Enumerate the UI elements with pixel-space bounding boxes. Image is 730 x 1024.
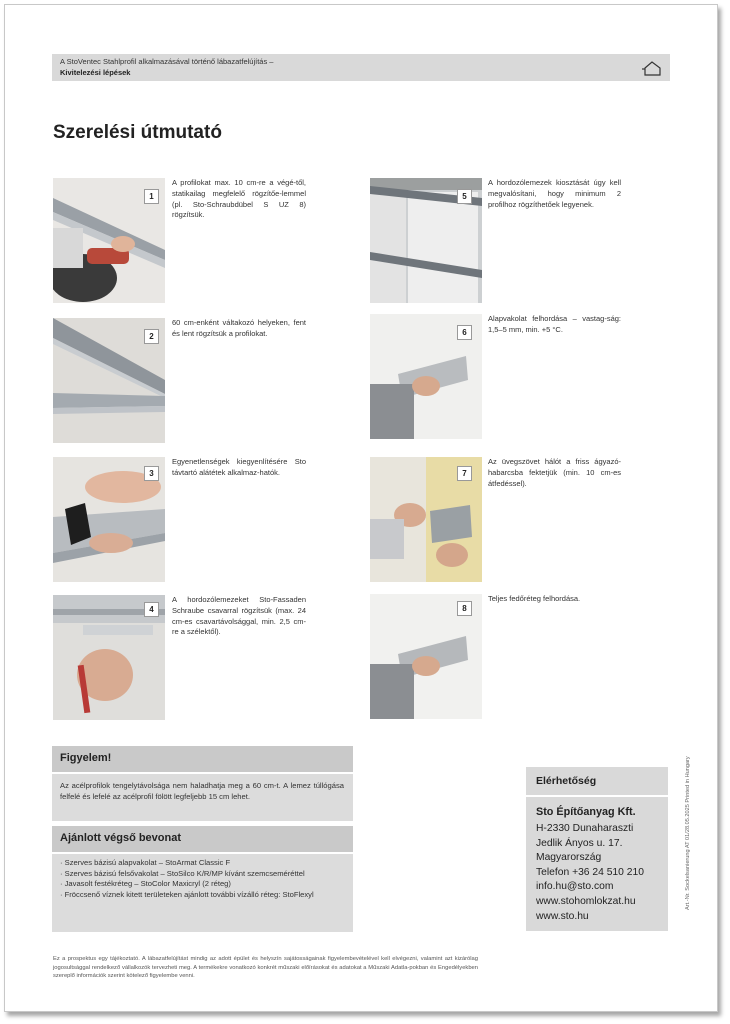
- step-7-text: Az üvegszövet hálót a friss ágyazó-habarcsba fektetjük (min. 10 cm-es átfedéssel).: [488, 457, 621, 488]
- step-3-text: Egyenetlenségek kiegyenlítésére Sto távtartó alátétek alkalmaz-hatók.: [172, 457, 306, 477]
- step-3-number: 3: [144, 466, 159, 481]
- step-5-text: A hordozólemezek kiosztását úgy kell megvalósítani, hogy minimum 2 profilhoz rögzíthetőek legyenek.: [488, 178, 621, 209]
- step-4-number: 4: [144, 602, 159, 617]
- step-8-number: 8: [457, 601, 472, 616]
- contact-address-street: H-2330 Dunaharaszti: [536, 823, 634, 834]
- article-number-note: Art.-Nr. Sockelsanierung AT 01/28.05.2025 Printed in Hungary: [685, 756, 691, 910]
- header-bar: [52, 54, 670, 81]
- list-item: · Javasolt festékréteg – StoColor Maxicryl (2 réteg): [60, 879, 231, 889]
- contact-email-link[interactable]: info.hu@sto.com: [536, 881, 614, 893]
- recommended-heading: [52, 826, 353, 852]
- recommended-list: [60, 858, 344, 900]
- step-5-number: 5: [457, 189, 472, 204]
- contact-heading: [526, 767, 668, 795]
- warning-body: [52, 774, 353, 821]
- step-6-text: Alapvakolat felhordása – vastag-ság: 1,5–5 mm, min. +5 °C.: [488, 314, 621, 334]
- step-8-text: Teljes fedőréteg felhordása.: [488, 594, 581, 603]
- contact-body: [526, 797, 668, 931]
- contact-phone[interactable]: Telefon +36 24 510 210: [536, 866, 644, 878]
- header-title: Kivitelezési lépések: [60, 68, 131, 77]
- step-1-number: 1: [144, 189, 159, 204]
- contact-address-line: Jedlik Ányos u. 17.: [536, 837, 623, 849]
- page-title: Szerelési útmutató: [53, 122, 222, 143]
- list-item: · Fröccsenő víznek kitett területeken ajánlott további vízálló réteg: StoFlexyl: [60, 889, 314, 899]
- contact-website-link[interactable]: www.sto.hu: [536, 910, 589, 922]
- contact-company: Sto Építőanyag Kft.: [536, 806, 636, 818]
- contact-title: Elérhetőség: [536, 775, 597, 787]
- contact-lines: [536, 822, 644, 924]
- step-2-text: 60 cm-enként váltakozó helyeken, fent és lent rögzítsük a profilokat.: [172, 318, 306, 338]
- recommended-body: [52, 854, 353, 932]
- warning-text: Az acélprofilok tengelytávolsága nem haladhatja meg a 60 cm-t. A lemez túllógása felfelé és lefelé az acélprofil fölött legfeljebb 15 cm lehet.: [60, 781, 344, 801]
- step-7-number: 7: [457, 466, 472, 481]
- warning-title: Figyelem!: [60, 752, 112, 764]
- footer-disclaimer: Ez a prospektus egy tájékoztató. A lábazatfelújítást mindig az adott épület és helyszín sajátosságainak figyelembevételével kell elvégezni, valamint azt kizárólag jogosultsággal rendelkező vállalkozók tervezheti meg. A termékekre vonatkozó konkrét műszaki előírásokat és adatokat a Műszaki Adatla-pokban és Engedélyekben szereplő információk szerint kötelező figyelembe venni.: [53, 956, 478, 980]
- step-1-text: A profilokat max. 10 cm-re a végé-től, statikailag megfelelő rögzítőe-lemmel (pl. Sto-Schraubdübel S UZ 8) rögzítsük.: [172, 178, 306, 220]
- contact-country: Magyarország: [536, 852, 602, 864]
- warning-heading: [52, 746, 353, 772]
- header-subtitle: A StoVentec Stahlprofil alkalmazásával történő lábazatfelújítás –: [60, 57, 274, 66]
- list-item: · Szerves bázisú felsővakolat – StoSilco K/R/MP kívánt szemcseméréttel: [60, 868, 305, 878]
- contact-website-link[interactable]: www.stohomlokzat.hu: [536, 895, 636, 907]
- home-icon[interactable]: [642, 60, 662, 76]
- recommended-title: Ajánlott végső bevonat: [60, 832, 182, 844]
- step-6-number: 6: [457, 325, 472, 340]
- step-2-number: 2: [144, 329, 159, 344]
- list-item: · Szerves bázisú alapvakolat – StoArmat Classic F: [60, 858, 231, 867]
- step-4-text: A hordozólemezeket Sto-Fassaden Schraube csavarral rögzítsük (max. 24 cm-es csavartávolsággal, min. 2,5 cm-re a szélektől).: [172, 595, 306, 637]
